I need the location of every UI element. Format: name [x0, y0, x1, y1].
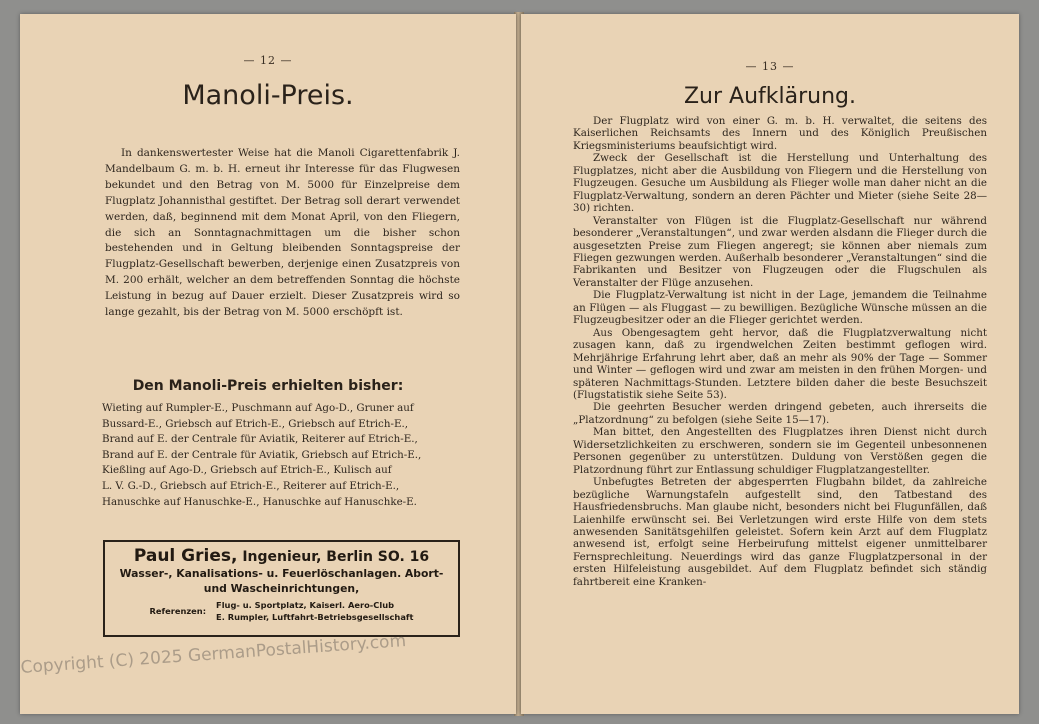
manoli-paragraph: In dankenswertester Weise hat die Manoli Cigarettenfabrik J. Mandelbaum G. m. b. H. erneut ihr Interesse für das Flugwesen bekundet und den Betrag von M. 5000 für Einzelpreise dem Flugplatz Johannisthal gestiftet. Der Betrag soll derart verwendet werden, daß, beginnend mit dem Monat April, von den Fliegern, die sich an Sonntagnachmittagen um die bisher schon bestehenden und in Geltung bleibenden Sonntagspreise der Flugplatz-Gesellschaft bewerben, derjenige einen Zusatzpreis von M. 200 erhält, welcher an dem betreffenden Sonntag die höchste Leistung in bezug auf Dauer erzielt. Dieser Zusatzpreis wird so lange gezahlt, bis der Betrag von M. 5000 erschöpft ist.: [105, 147, 460, 319]
paragraph: Der Flugplatz wird von einer G. m. b. H. verwaltet, die seitens des Kaiserlichen Reichsamts des Innern und des Königlich Preußischen Kriegsministeriums beaufsichtigt wird.: [573, 115, 987, 152]
left-page: [20, 14, 516, 714]
ad-headline: [105, 546, 458, 566]
ad-line-3: und Wascheinrichtungen,: [203, 582, 360, 595]
advertisement-box: [103, 540, 460, 637]
paragraph: Die geehrten Besucher werden dringend gebeten, auch ihrerseits die „Platzordnung“ zu befolgen (siehe Seite 15—17).: [573, 401, 987, 426]
ad-name: Paul Gries,: [133, 546, 238, 566]
paragraph: Aus Obengesagtem geht hervor, daß die Flugplatzverwaltung nicht zusagen kann, daß zu irgendwelchen Zeiten bestimmt geflogen wird. Mehrjährige Erfahrung lehrt aber, daß an mehr als 90% der Tage — Sommer und Winter — geflogen wird und zwar am meisten in den frühen Morgen- und späteren Nachmittags-Stunden. Letztere bilden daher die beste Besuchszeit (Flugstatistik siehe Seite 53).: [573, 326, 987, 401]
paragraph: Zweck der Gesellschaft ist die Herstellung und Unterhaltung des Flugplatzes, nicht aber die Ausbildung von Fliegern und die Herstellung von Flugzeugen. Gesuche um Ausbildung als Flieger wolle man daher nicht an die Flugplatz-Verwaltung, sondern an deren Pächter und Mieter (siehe Seite 28—30) richten.: [573, 152, 987, 215]
winners-line: Bussard-E., Griebsch auf Etrich-E., Griebsch auf Etrich-E.,: [102, 417, 409, 430]
page-number: — 13 —: [745, 60, 795, 73]
right-page: [521, 14, 1019, 714]
aufklaerung-text: [573, 115, 987, 588]
ad-line-2: Wasser-, Kanalisations- u. Feuerlöschanlagen. Abort-: [119, 567, 444, 580]
paragraph: Unbefugtes Betreten der abgesperrten Flugbahn bildet, da zahlreiche bezügliche Warnungstafeln aufgestellt sind, den Tatbestand des Hausfriedensbruchs. Man glaube nicht, besonders nicht bei Flugunfällen, daß Laienhilfe erwünscht sei. Bei Verletzungen wird erste Hilfe von dem stets anwesenden Sanitätsgehilfen geleistet. Sofern kein Arzt auf dem Flugplatz anwesend ist, erfolgt seine Herbeirufung mittelst eigener unmittelbarer Fernsprechleitung. Neuerdings wird das ganze Flugplatzpersonal in der ersten Hilfeleistung ausgebildet. Auf dem Flugplatz befindet sich ständig fahrtbereit eine Kranken-: [573, 476, 987, 588]
winners-line: Wieting auf Rumpler-E., Puschmann auf Ago-D., Gruner auf: [102, 402, 414, 414]
ad-ref-values: [216, 599, 413, 623]
ad-ref-line: E. Rumpler, Luftfahrt-Betriebsgesellschaft: [216, 612, 414, 622]
ad-title: Ingenieur, Berlin SO. 16: [242, 549, 430, 565]
winners-line: L. V. G.-D., Griebsch auf Etrich-E., Reiterer auf Etrich-E.,: [102, 479, 400, 492]
ad-references: [105, 599, 458, 623]
manoli-paragraph-block: [105, 146, 460, 321]
winners-line: Kießling auf Ago-D., Griebsch auf Etrich-E., Kulisch auf: [102, 464, 392, 477]
paragraph: Veranstalter von Flügen ist die Flugplatz-Gesellschaft nur während besonderer „Veranstaltungen“, und zwar werden alsdann die Flieger durch die ausgesetzten Preise zum Fliegen angeregt; sie können aber niemals zum Fliegen gezwungen werden. Außerhalb besonderer „Veranstaltungen“ sind die Fabrikanten und Besitzer von Flugzeugen oder die Flugschulen als Veranstalter der Flüge anzusehen.: [573, 214, 987, 289]
copyright-watermark: Copyright (C) 2025 GermanPostalHistory.com: [20, 631, 407, 678]
paragraph: Man bittet, den Angestellten des Flugplatzes ihren Dienst nicht durch Widersetzlichkeiten zu erschweren, sondern sie im Gegenteil unbesonnenen Personen gegenüber zu unterstützen. Duldung von Verstößen gegen die Platzordnung führt zur Entlassung schuldiger Flugplatzangestellter.: [573, 426, 987, 476]
page-title: Manoli-Preis.: [182, 80, 354, 111]
winners-heading: Den Manoli-Preis erhielten bisher:: [132, 378, 404, 394]
winners-line: Hanuschke auf Hanuschke-E., Hanuschke auf Hanuschke-E.: [102, 495, 417, 508]
page-number: — 12 —: [243, 54, 293, 67]
ad-ref-line: Flug- u. Sportplatz, Kaiserl. Aero-Club: [216, 600, 395, 610]
paragraph: Die Flugplatz-Verwaltung ist nicht in der Lage, jemandem die Teilnahme an Flügen — als Fluggast — zu bewilligen. Bezügliche Wünsche müssen an die Flugzeugbesitzer oder an die Flieger gerichtet werden.: [573, 289, 987, 327]
winners-list: [102, 401, 467, 510]
winners-line: Brand auf E. der Centrale für Aviatik, Reiterer auf Etrich-E.,: [102, 433, 418, 446]
winners-line: Brand auf E. der Centrale für Aviatik, Griebsch auf Etrich-E.,: [102, 448, 422, 461]
ad-ref-label: Referenzen:: [149, 606, 207, 616]
page-title: Zur Aufklärung.: [683, 84, 856, 109]
